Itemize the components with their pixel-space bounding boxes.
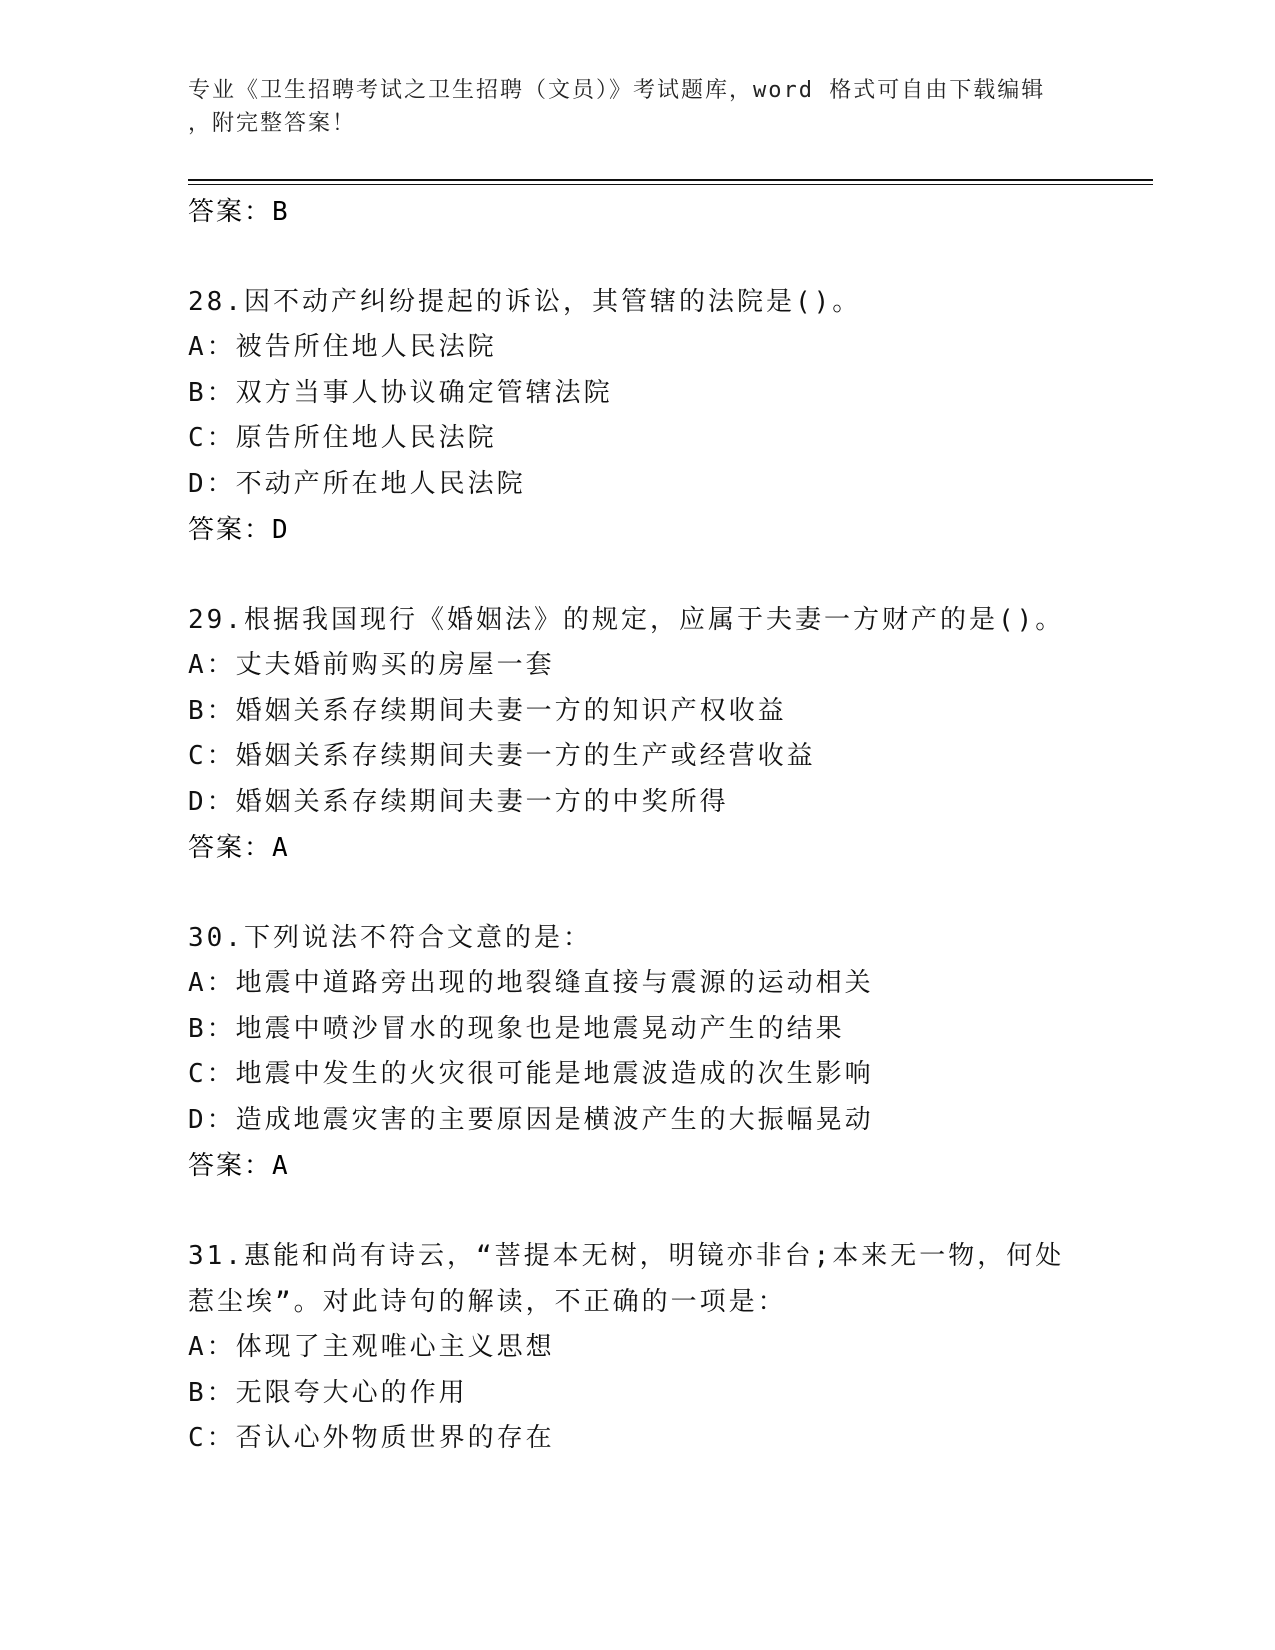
header-divider-thick <box>188 179 1153 181</box>
question-stem: 29.根据我国现行《婚姻法》的规定，应属于夫妻一方财产的是()。 <box>188 605 1065 635</box>
header-line-2: ，附完整答案！ <box>188 111 357 136</box>
question-29 <box>188 597 1148 871</box>
answer-line <box>188 825 1148 871</box>
question-28 <box>188 279 1148 553</box>
option-b: B：婚姻关系存续期间夫妻一方的知识产权收益 <box>188 695 787 726</box>
question-30 <box>188 915 1148 1189</box>
option-a: A：体现了主观唯心主义思想 <box>188 1332 555 1362</box>
option-b: B：地震中喷沙冒水的现象也是地震晃动产生的结果 <box>188 1013 845 1044</box>
answer-label: 答案： <box>188 1151 273 1181</box>
header-divider-thin <box>188 184 1153 185</box>
question-list <box>188 189 1148 1462</box>
answer-value: D <box>272 515 290 545</box>
question-stem: 28.因不动产纠纷提起的诉讼，其管辖的法院是()。 <box>188 287 862 317</box>
question-stem-line-2: 惹尘埃”。对此诗句的解读，不正确的一项是： <box>188 1287 787 1317</box>
question-31 <box>188 1233 1148 1462</box>
answer-value: A <box>272 833 290 863</box>
question-stem-line-1: 31.惠能和尚有诗云，“菩提本无树，明镜亦非台;本来无一物，何处 <box>188 1241 1065 1271</box>
answer-value: A <box>272 1151 290 1181</box>
option-b: B：双方当事人协议确定管辖法院 <box>188 377 613 408</box>
option-d: D：不动产所在地人民法院 <box>188 468 526 499</box>
option-a: A：地震中道路旁出现的地裂缝直接与震源的运动相关 <box>188 968 874 998</box>
answer-line <box>188 1143 1148 1189</box>
answer-label: 答案： <box>188 197 273 227</box>
answer-label: 答案： <box>188 833 273 863</box>
option-c: C：地震中发生的火灾很可能是地震波造成的次生影响 <box>188 1059 874 1089</box>
option-b: B：无限夸大心的作用 <box>188 1377 468 1408</box>
option-d: D：造成地震灾害的主要原因是横波产生的大振幅晃动 <box>188 1104 874 1135</box>
option-c: C：婚姻关系存续期间夫妻一方的生产或经营收益 <box>188 741 816 771</box>
answer-line <box>188 189 1148 235</box>
answer-value: B <box>272 197 290 227</box>
option-a: A：丈夫婚前购买的房屋一套 <box>188 650 555 680</box>
option-c: C：否认心外物质世界的存在 <box>188 1423 555 1453</box>
option-a: A：被告所住地人民法院 <box>188 332 497 362</box>
option-c: C：原告所住地人民法院 <box>188 423 497 453</box>
document-header <box>188 74 1068 140</box>
header-line-1: 专业《卫生招聘考试之卫生招聘（文员）》考试题库，word 格式可自由下载编辑 <box>188 78 1046 103</box>
answer-label: 答案： <box>188 515 273 545</box>
answer-line <box>188 507 1148 553</box>
option-d: D：婚姻关系存续期间夫妻一方的中奖所得 <box>188 786 729 817</box>
question-stem: 30.下列说法不符合文意的是： <box>188 923 592 953</box>
